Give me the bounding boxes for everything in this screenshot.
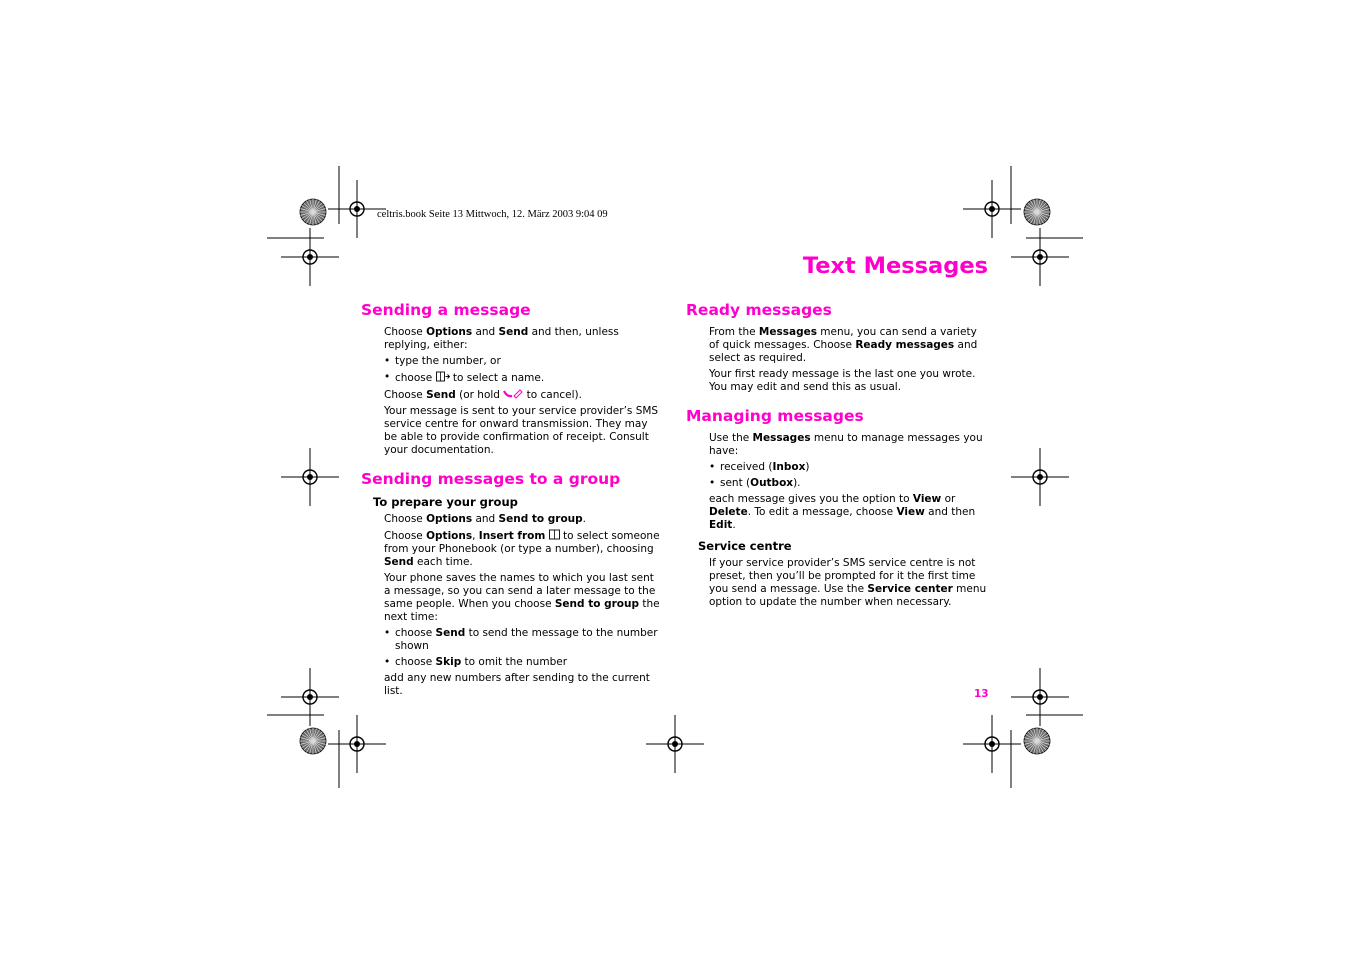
registration-star-rays — [1024, 728, 1050, 754]
registration-star-rays — [300, 199, 326, 225]
term-delete: Delete — [709, 506, 748, 518]
text: If your service provider’s SMS service centre is not preset, then you’ll be prompted for it the first time you send a message. Use the — [709, 557, 976, 595]
phonebook-arrow-icon — [436, 371, 450, 382]
text: to cancel). — [523, 389, 582, 401]
text: and then — [924, 506, 976, 518]
text: . — [582, 513, 587, 525]
list-item — [384, 656, 663, 669]
list-item — [709, 477, 990, 490]
term-options: Options — [426, 530, 473, 542]
registration-cross-dot — [1037, 474, 1043, 480]
text: menu, you can send a variety of quick messages. Choose — [709, 326, 977, 351]
term-options: Options — [426, 326, 473, 338]
paragraph — [709, 326, 990, 365]
term-view: View — [912, 493, 942, 505]
term-ready-messages: Ready messages — [855, 339, 955, 351]
list-item — [384, 371, 663, 385]
paragraph — [384, 326, 663, 352]
paragraph — [384, 388, 663, 402]
text: ). — [793, 477, 801, 489]
term-options: Options — [426, 513, 473, 525]
text: each message gives you the option to — [709, 493, 913, 505]
section-title-managing-messages: Managing messages — [686, 407, 864, 425]
text: , — [472, 530, 479, 542]
bullet-list — [384, 355, 663, 385]
text: received ( — [720, 461, 773, 473]
paragraph: add any new numbers after sending to the current list. — [384, 672, 650, 697]
left-column — [361, 300, 663, 701]
text: to select someone from your Phonebook (or type a number), choosing — [384, 530, 660, 555]
paragraph: Your first ready message is the last one you wrote. You may edit and send this as usual. — [709, 368, 976, 393]
page-title: Text Messages — [802, 253, 988, 279]
text: (or hold — [455, 389, 504, 401]
paragraph: Your message is sent to your service provider’s SMS service centre for onward transmission. They may be able to provide confirmation of receipt. Consult your documentation. — [384, 405, 659, 456]
registration-cross-dot — [672, 741, 678, 747]
phonebook-icon — [549, 529, 560, 540]
term-send: Send — [384, 556, 414, 568]
text: each time. — [413, 556, 473, 568]
text: Choose — [384, 326, 427, 338]
text: and then, unless replying, either: — [384, 326, 619, 351]
term-send: Send — [435, 627, 466, 639]
term-view: View — [896, 506, 925, 518]
registration-cross-dot — [354, 741, 360, 747]
text: Your phone saves the names to which you last sent a message, so you can send a later message to the same people. When you choose — [384, 572, 656, 610]
text: ) — [805, 461, 810, 473]
paragraph — [384, 572, 663, 624]
paragraph — [709, 493, 990, 532]
text: and select as required. — [709, 339, 978, 364]
text: . To edit a message, choose — [747, 506, 897, 518]
term-send: Send — [426, 389, 456, 401]
text: menu option to update the number when necessary. — [709, 583, 987, 608]
paragraph — [384, 513, 663, 526]
text: sent ( — [720, 477, 751, 489]
registration-cross-dot — [307, 254, 313, 260]
registration-cross-dot — [989, 206, 995, 212]
term-edit: Edit — [709, 519, 733, 531]
text: choose — [395, 627, 436, 639]
term-send-to-group: Send to group — [554, 598, 639, 610]
bullet-list — [384, 627, 663, 669]
text: and — [472, 326, 499, 338]
text: . — [732, 519, 736, 531]
text: to send the message to the number shown — [395, 627, 658, 652]
text: choose — [395, 656, 436, 668]
text: or — [941, 493, 956, 505]
text: Choose — [384, 530, 427, 542]
paragraph — [709, 432, 990, 458]
section-title-ready-messages: Ready messages — [686, 301, 832, 319]
text: Choose — [384, 513, 427, 525]
term-skip: Skip — [435, 656, 462, 668]
registration-cross-dot — [354, 206, 360, 212]
bullet-list — [709, 461, 990, 490]
text: to omit the number — [461, 656, 568, 668]
term-send-to-group: Send to group — [498, 513, 583, 525]
term-inbox: Inbox — [772, 461, 806, 473]
term-send: Send — [498, 326, 529, 338]
end-key-icon — [503, 388, 523, 399]
registration-cross-dot — [1037, 694, 1043, 700]
term-messages: Messages — [752, 432, 811, 444]
registration-cross-dot — [1037, 254, 1043, 260]
registration-cross-dot — [307, 474, 313, 480]
registration-star-rays — [1024, 199, 1050, 225]
list-item — [709, 461, 990, 474]
registration-cross-dot — [307, 694, 313, 700]
paragraph — [709, 557, 990, 609]
paragraph — [384, 529, 663, 569]
text: choose — [395, 372, 436, 384]
print-header-line: celtris.book Seite 13 Mittwoch, 12. März 2003 9:04 09 — [377, 209, 608, 220]
term-messages: Messages — [758, 326, 817, 338]
subsection-title-service-centre: Service centre — [698, 539, 792, 553]
section-title-sending-message: Sending a message — [361, 301, 531, 319]
subsection-title-prepare-group: To prepare your group — [373, 495, 518, 509]
text: Choose — [384, 389, 427, 401]
text: Use the — [709, 432, 753, 444]
registration-cross-dot — [989, 741, 995, 747]
term-service-center: Service center — [867, 583, 953, 595]
term-insert-from: Insert from — [478, 530, 546, 542]
section-title-sending-group: Sending messages to a group — [361, 470, 621, 488]
page-number: 13 — [974, 688, 989, 700]
registration-star-rays — [300, 728, 326, 754]
text: From the — [709, 326, 759, 338]
term-outbox: Outbox — [750, 477, 794, 489]
text: to select a name. — [449, 372, 545, 384]
list-item — [384, 627, 663, 653]
right-column — [686, 300, 990, 612]
list-item: • type the number, or — [384, 355, 663, 368]
text: and — [472, 513, 499, 525]
text: the next time: — [384, 598, 660, 623]
text: menu to manage messages you have: — [709, 432, 983, 457]
